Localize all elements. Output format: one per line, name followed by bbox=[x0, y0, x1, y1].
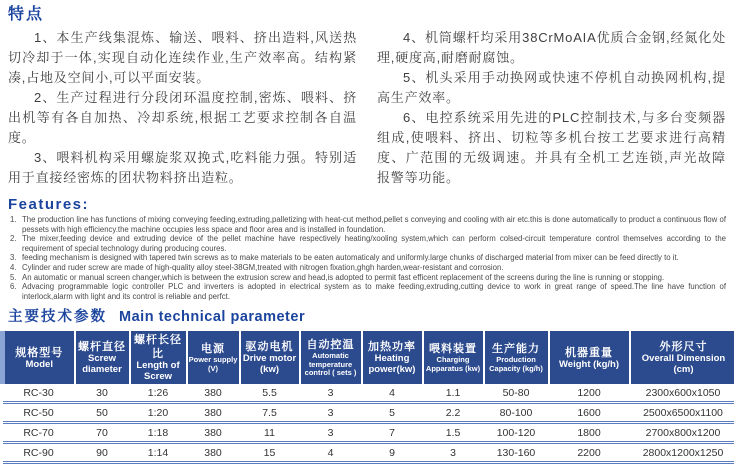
column-header bbox=[75, 331, 130, 384]
table-cell: 1:26 bbox=[130, 384, 187, 403]
column-header bbox=[362, 331, 423, 384]
table-cell: 1:14 bbox=[130, 443, 187, 463]
column-header bbox=[3, 331, 75, 384]
cn-paragraph-5: 5、机头采用手动换网或快速不停机自动换网机构,提高生产效率。 bbox=[377, 68, 726, 108]
table-cell: RC-30 bbox=[3, 384, 75, 403]
table-cell: 1:18 bbox=[130, 423, 187, 443]
table-cell: 15 bbox=[240, 443, 300, 463]
table-cell: 1.5 bbox=[423, 423, 484, 443]
table-cell: 2300x600x1050 bbox=[630, 384, 734, 403]
table-cell: 30 bbox=[75, 384, 130, 403]
table-cell: 90 bbox=[75, 443, 130, 463]
features-cn-columns bbox=[8, 28, 726, 188]
list-item bbox=[8, 253, 726, 263]
table-cell: 2.2 bbox=[423, 403, 484, 423]
table-cell: 50-80 bbox=[484, 384, 549, 403]
column-header-en: Charging Apparatus (kw) bbox=[425, 356, 482, 373]
list-item-text: The mixer,feeding device and extruding device of the pellet machine have respectively heating/xooling system,which can perform colsed-circuit temperature control themselves according to the requirement of special technology during producing coures. bbox=[22, 234, 726, 253]
table-cell: 1:20 bbox=[130, 403, 187, 423]
list-item bbox=[8, 215, 726, 234]
column-header-en: Production Capacity (kg/h) bbox=[486, 356, 547, 373]
list-item-text: An automatic or manual screen changer,which is between the extrusion screw and head,is adopted to permit fast efficent replacement of the screens during the line is running or stopping. bbox=[22, 273, 726, 283]
column-header-cn: 规格型号 bbox=[6, 346, 73, 360]
table-cell: 380 bbox=[187, 443, 240, 463]
list-item-number: 2. bbox=[8, 234, 22, 253]
table-cell: 3 bbox=[300, 384, 362, 403]
table-cell: 2700x800x1200 bbox=[630, 423, 734, 443]
table-cell: 2200 bbox=[549, 443, 630, 463]
features-cn-right-column bbox=[377, 28, 726, 188]
column-header-en: Overall Dimension (cm) bbox=[632, 354, 734, 375]
cn-paragraph-2: 2、生产过程进行分段闭环温度控制,密炼、喂料、挤出机等有各自加热、冷却系统,根据工艺要求控制各自温度。 bbox=[8, 88, 357, 148]
features-cn-title: 特点 bbox=[8, 5, 726, 24]
column-header-en: Power supply (V) bbox=[189, 356, 238, 373]
table-cell: 1.1 bbox=[423, 384, 484, 403]
tech-params-table bbox=[0, 331, 734, 464]
list-item-number: 1. bbox=[8, 215, 22, 234]
table-cell: 380 bbox=[187, 403, 240, 423]
features-en-title: Features: bbox=[8, 196, 726, 213]
cn-paragraph-4: 4、机筒螺杆均采用38CrMoAIA优质合金钢,经氮化处理,硬度高,耐磨耐腐蚀。 bbox=[377, 28, 726, 68]
features-cn-left-column bbox=[8, 28, 357, 188]
table-cell: 1800 bbox=[549, 423, 630, 443]
column-header-cn: 驱动电机 bbox=[242, 340, 298, 354]
column-header bbox=[240, 331, 300, 384]
params-table-header-row bbox=[3, 331, 734, 384]
list-item-number: 5. bbox=[8, 273, 22, 283]
table-cell: 9 bbox=[362, 443, 423, 463]
table-cell: 50 bbox=[75, 403, 130, 423]
column-header-cn: 加热功率 bbox=[364, 340, 421, 354]
list-item-text: The production line has functions of mixing conveying feeding,extruding,palletizing with heat-cut method,pellet s conveying and cooling with air etc.this is done automatically to product a continuous flow of pessets with high efficiency.the machine occupies less space and floor area and is installed in foundation. bbox=[22, 215, 726, 234]
column-header-en: Weight (kg/h) bbox=[551, 360, 628, 371]
column-header-cn: 自动控温 bbox=[302, 338, 360, 352]
list-item bbox=[8, 234, 726, 253]
column-header-en: Model bbox=[6, 360, 73, 371]
column-header-cn: 电源 bbox=[189, 342, 238, 356]
table-row bbox=[3, 403, 734, 423]
column-header-cn: 喂料装置 bbox=[425, 342, 482, 356]
table-cell: 7.5 bbox=[240, 403, 300, 423]
list-item-text: Cylinder and ruder screw are made of high-quality alloy steel-38GM,treated with nitrogen fixation,ghgh harden,wear-resistant and corrosion. bbox=[22, 263, 726, 273]
list-item-number: 3. bbox=[8, 253, 22, 263]
table-cell: 80-100 bbox=[484, 403, 549, 423]
tech-params-title-cn: 主要技术参数 bbox=[8, 309, 107, 325]
table-cell: 3 bbox=[300, 423, 362, 443]
params-table-body bbox=[3, 384, 734, 463]
column-header-cn: 螺杆长径比 bbox=[132, 333, 185, 361]
list-item-text: feeding mechanism is designed with tapered twin screws as to make materials to be eaten automaticaly and uniformly.large chunks of discharged material from mixer can be feed directly to it. bbox=[22, 253, 726, 263]
list-item bbox=[8, 273, 726, 283]
column-header-cn: 生产能力 bbox=[486, 342, 547, 356]
table-cell: 4 bbox=[300, 443, 362, 463]
column-header-cn: 外形尺寸 bbox=[632, 340, 734, 354]
cn-paragraph-3: 3、喂料机构采用螺旋浆双挽式,吃料能力强。特别适用于直接经密炼的团状物料挤出造粒。 bbox=[8, 148, 357, 188]
table-cell: 380 bbox=[187, 384, 240, 403]
column-header-en: Screw diameter bbox=[77, 354, 128, 375]
table-row bbox=[3, 384, 734, 403]
table-cell: 380 bbox=[187, 423, 240, 443]
column-header-en: Automatic temperature control ( sets ) bbox=[302, 352, 360, 378]
table-cell: 4 bbox=[362, 384, 423, 403]
table-row bbox=[3, 443, 734, 463]
table-cell: 130-160 bbox=[484, 443, 549, 463]
list-item-text: Advacing programmable logic controller PLC and inverters is adopted in electrical system as to make feeding,extruding,cutting device to work in great range of speed.The line have function of interlock,alarm with light and its control is reliable and perfct. bbox=[22, 282, 726, 301]
table-cell: 100-120 bbox=[484, 423, 549, 443]
column-header bbox=[130, 331, 187, 384]
table-cell: 11 bbox=[240, 423, 300, 443]
table-cell: 2500x6500x1100 bbox=[630, 403, 734, 423]
list-item bbox=[8, 282, 726, 301]
column-header-en: Drive motor (kw) bbox=[242, 354, 298, 375]
table-cell: RC-70 bbox=[3, 423, 75, 443]
table-cell: 1600 bbox=[549, 403, 630, 423]
table-cell: 1200 bbox=[549, 384, 630, 403]
features-en-list bbox=[8, 215, 726, 301]
table-cell: 5.5 bbox=[240, 384, 300, 403]
table-cell: RC-90 bbox=[3, 443, 75, 463]
list-item bbox=[8, 263, 726, 273]
table-cell: 3 bbox=[423, 443, 484, 463]
column-header-en: Length of Screw bbox=[132, 361, 185, 382]
cn-paragraph-6: 6、电控系统采用先进的PLC控制技术,与多台变频器组成,使喂料、挤出、切粒等多机台按工艺要求进行高精度、广范围的无级调速。并具有全机工艺连锁,声光故障报警等功能。 bbox=[377, 108, 726, 188]
column-header-cn: 机器重量 bbox=[551, 346, 628, 360]
table-cell: 5 bbox=[362, 403, 423, 423]
column-header bbox=[549, 331, 630, 384]
column-header bbox=[423, 331, 484, 384]
column-header bbox=[300, 331, 362, 384]
column-header bbox=[484, 331, 549, 384]
tech-params-title-en: Main technical parameter bbox=[119, 309, 305, 325]
list-item-number: 4. bbox=[8, 263, 22, 273]
table-row bbox=[3, 423, 734, 443]
table-cell: 2800x1200x1250 bbox=[630, 443, 734, 463]
tech-params-title bbox=[8, 309, 726, 326]
column-header-cn: 螺杆直径 bbox=[77, 340, 128, 354]
column-header bbox=[630, 331, 734, 384]
table-cell: RC-50 bbox=[3, 403, 75, 423]
table-cell: 70 bbox=[75, 423, 130, 443]
column-header bbox=[187, 331, 240, 384]
column-header-en: Heating power(kw) bbox=[364, 354, 421, 375]
cn-paragraph-1: 1、本生产线集混炼、输送、喂料、挤出造料,风送热切冷却于一体,实现自动化连续作业,生产效率高。结构紧凑,占地及空间小,可以平面安装。 bbox=[8, 28, 357, 88]
table-cell: 3 bbox=[300, 403, 362, 423]
list-item-number: 6. bbox=[8, 282, 22, 301]
table-cell: 7 bbox=[362, 423, 423, 443]
